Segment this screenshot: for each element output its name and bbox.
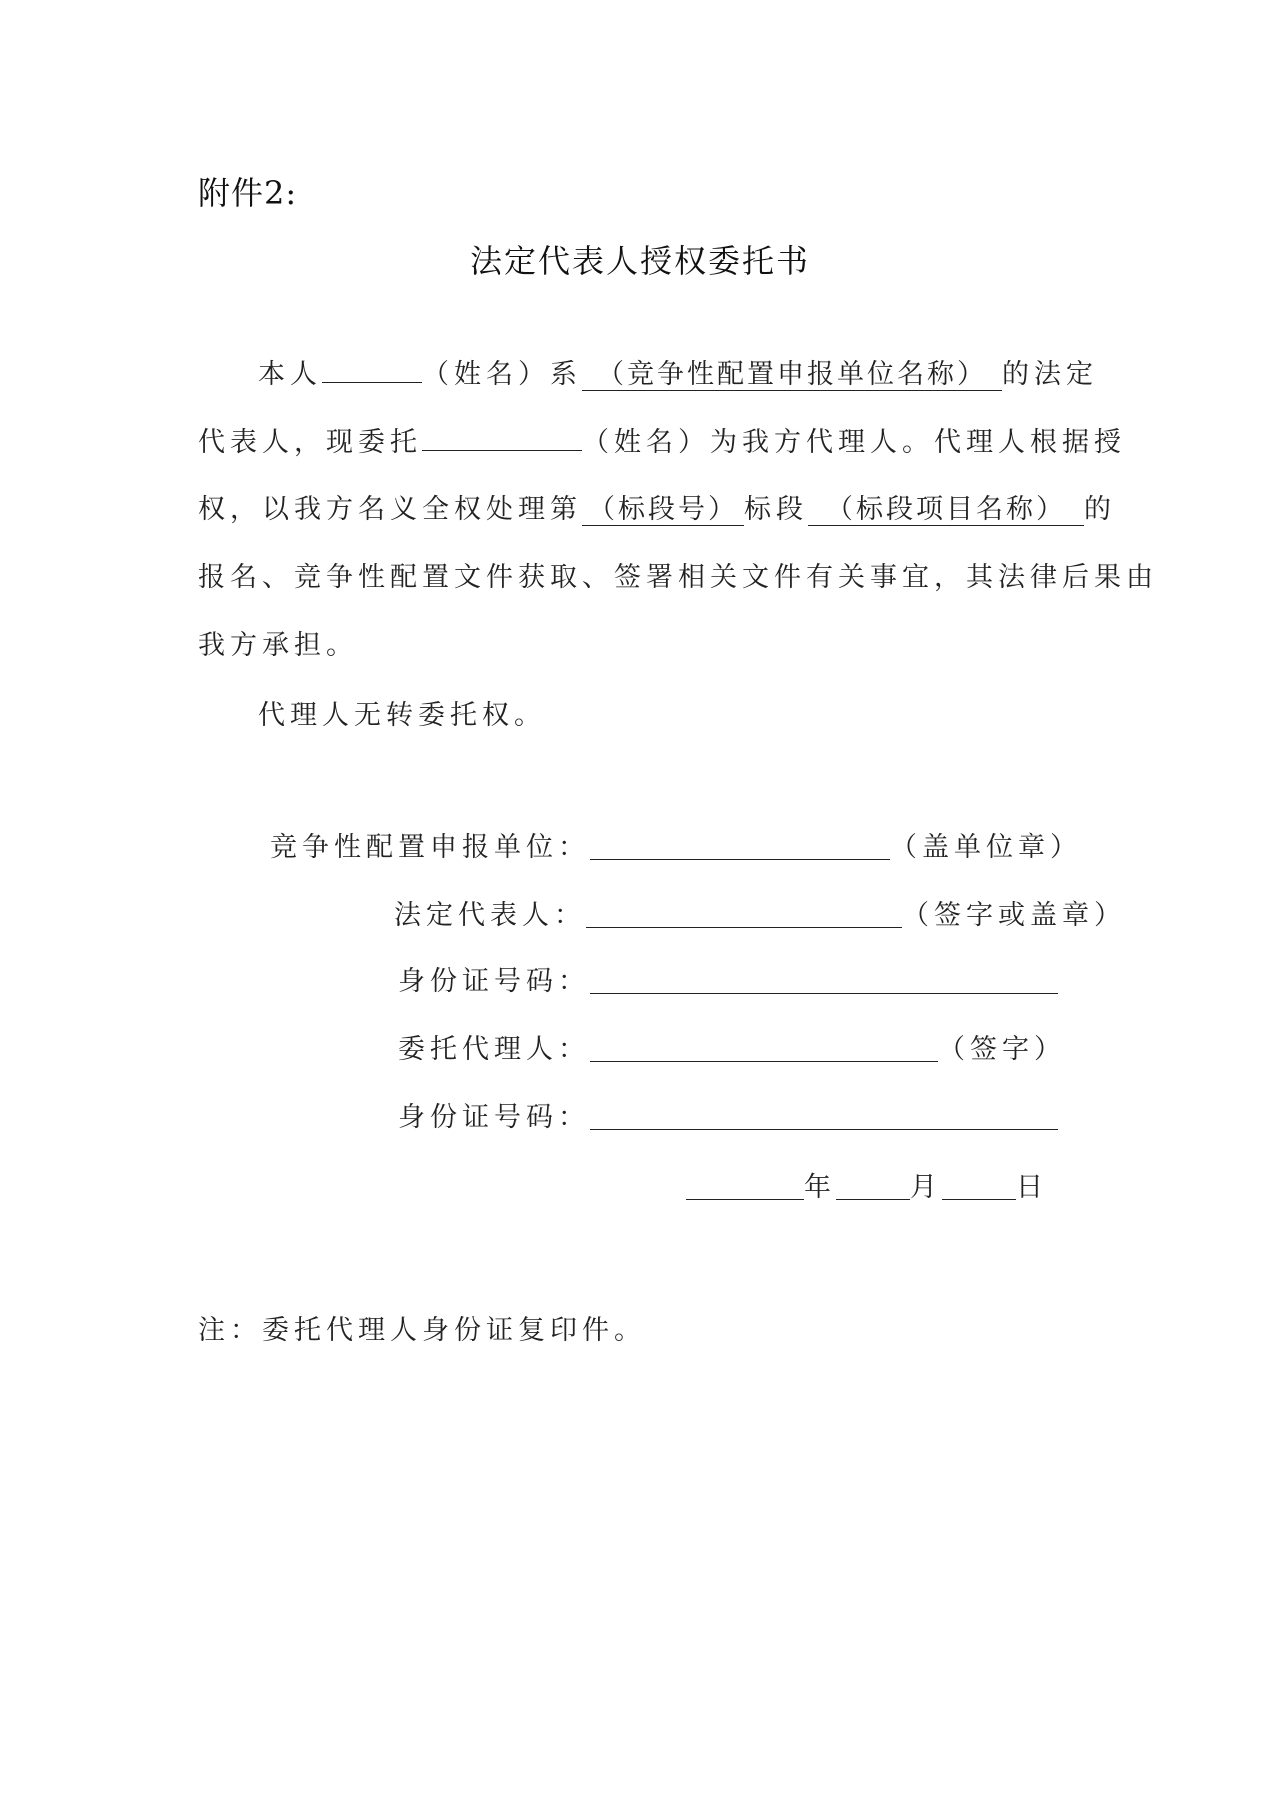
year-label: 年	[804, 1172, 836, 1203]
signature-row-id-2	[398, 1100, 1058, 1136]
project-name-fill: （标段项目名称）	[808, 495, 1084, 526]
day-blank	[942, 1173, 1016, 1200]
unit-name-fill: （竞争性配置申报单位名称）	[582, 360, 1002, 391]
paragraph-line-5: 我方承担。	[198, 630, 358, 661]
id2-label: 身份证号码：	[398, 1102, 590, 1133]
text-segment: （姓名）为我方代理人。代理人根据授	[582, 427, 1126, 458]
day-label: 日	[1016, 1172, 1048, 1203]
no-subdelegation-line: 代理人无转委托权。	[258, 700, 546, 731]
id2-blank	[590, 1103, 1058, 1130]
signature-row-unit	[270, 830, 1082, 866]
date-row	[686, 1170, 1048, 1206]
signature-row-representative	[394, 898, 1126, 934]
text-segment: 权，以我方名义全权处理第	[198, 494, 582, 525]
section-number-fill: （标段号）	[582, 495, 744, 526]
rep-suffix: （签字或盖章）	[902, 900, 1126, 931]
text-segment: 的法定	[1002, 359, 1098, 390]
agent-suffix: （签字）	[938, 1034, 1066, 1065]
rep-blank	[586, 901, 902, 928]
agent-name-blank	[422, 424, 582, 451]
paragraph-line-4: 报名、竞争性配置文件获取、签署相关文件有关事宜，其法律后果由	[198, 562, 1158, 593]
id1-label: 身份证号码：	[398, 966, 590, 997]
id1-blank	[590, 967, 1058, 994]
month-blank	[836, 1173, 910, 1200]
attachment-label: 附件2:	[198, 174, 298, 212]
unit-suffix: （盖单位章）	[890, 832, 1082, 863]
text-segment: 标段	[744, 494, 808, 525]
document-title: 法定代表人授权委托书	[469, 242, 810, 280]
text-segment: 代表人，现委托	[198, 427, 422, 458]
footnote: 注：委托代理人身份证复印件。	[198, 1315, 646, 1346]
text-segment: （姓名）系	[422, 359, 582, 390]
agent-blank	[590, 1035, 938, 1062]
text-segment: 的	[1084, 494, 1116, 525]
text-segment: 本人	[258, 359, 322, 390]
paragraph-line-2	[198, 424, 1126, 460]
paragraph-line-1	[258, 356, 1098, 392]
rep-label: 法定代表人：	[394, 900, 586, 931]
signature-row-agent	[398, 1032, 1066, 1068]
name-blank	[322, 356, 422, 383]
unit-blank	[590, 833, 890, 860]
agent-label: 委托代理人：	[398, 1034, 590, 1065]
year-blank	[686, 1173, 804, 1200]
month-label: 月	[910, 1172, 942, 1203]
unit-label: 竞争性配置申报单位：	[270, 832, 590, 863]
paragraph-line-3	[198, 492, 1116, 528]
signature-row-id-1	[398, 964, 1058, 1000]
